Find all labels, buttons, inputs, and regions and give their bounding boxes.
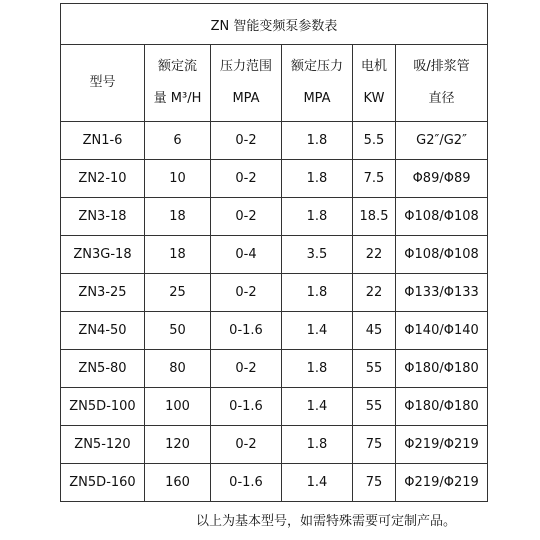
table-row	[61, 274, 488, 312]
cell-pipe-diameter: Φ219/Φ219	[396, 426, 488, 464]
header-flow-line2: 量 M³/H	[153, 91, 202, 106]
header-flow-line1: 额定流	[157, 59, 197, 74]
table-row	[61, 198, 488, 236]
header-rated-pressure	[282, 45, 353, 122]
cell-flow: 6	[145, 122, 211, 160]
table-title: ZN 智能变频泵参数表	[61, 4, 488, 45]
cell-motor-kw: 45	[353, 312, 396, 350]
cell-motor-kw: 75	[353, 426, 396, 464]
table-row	[61, 160, 488, 198]
cell-motor-kw: 18.5	[353, 198, 396, 236]
header-rated-pressure-line2: MPA	[303, 91, 331, 106]
cell-pressure-range: 0-2	[211, 426, 282, 464]
cell-motor-kw: 7.5	[353, 160, 396, 198]
cell-pressure-range: 0-2	[211, 122, 282, 160]
cell-motor-kw: 5.5	[353, 122, 396, 160]
cell-pressure-range: 0-2	[211, 160, 282, 198]
table-row	[61, 312, 488, 350]
cell-flow: 100	[145, 388, 211, 426]
table-row	[61, 388, 488, 426]
cell-pressure-range: 0-1.6	[211, 464, 282, 502]
cell-rated-pressure: 1.8	[282, 350, 353, 388]
cell-model: ZN1-6	[61, 122, 145, 160]
header-model-line1: 型号	[89, 75, 116, 90]
header-pressure-range	[211, 45, 282, 122]
cell-model: ZN5-120	[61, 426, 145, 464]
cell-model: ZN3-25	[61, 274, 145, 312]
cell-rated-pressure: 1.8	[282, 198, 353, 236]
cell-flow: 10	[145, 160, 211, 198]
cell-flow: 18	[145, 198, 211, 236]
header-model	[61, 45, 145, 122]
cell-model: ZN4-50	[61, 312, 145, 350]
cell-pipe-diameter: Φ180/Φ180	[396, 388, 488, 426]
cell-flow: 25	[145, 274, 211, 312]
cell-rated-pressure: 1.4	[282, 388, 353, 426]
table-row	[61, 426, 488, 464]
header-pressure-range-line2: MPA	[232, 91, 260, 106]
pump-parameter-table	[60, 3, 488, 502]
header-flow	[145, 45, 211, 122]
cell-pressure-range: 0-2	[211, 350, 282, 388]
cell-pipe-diameter: Φ89/Φ89	[396, 160, 488, 198]
cell-motor-kw: 75	[353, 464, 396, 502]
cell-rated-pressure: 1.8	[282, 274, 353, 312]
cell-motor-kw: 22	[353, 236, 396, 274]
cell-flow: 160	[145, 464, 211, 502]
header-motor	[353, 45, 396, 122]
cell-model: ZN5-80	[61, 350, 145, 388]
header-pipe-diameter-line2: 直径	[428, 91, 455, 106]
cell-model: ZN3-18	[61, 198, 145, 236]
cell-pipe-diameter: Φ108/Φ108	[396, 236, 488, 274]
cell-motor-kw: 55	[353, 350, 396, 388]
header-motor-line1: 电机	[360, 59, 387, 74]
cell-motor-kw: 22	[353, 274, 396, 312]
header-pipe-diameter-line1: 吸/排浆管	[413, 59, 470, 74]
cell-rated-pressure: 1.8	[282, 160, 353, 198]
cell-model: ZN2-10	[61, 160, 145, 198]
header-row	[61, 45, 488, 122]
table-row	[61, 122, 488, 160]
cell-flow: 50	[145, 312, 211, 350]
cell-pipe-diameter: Φ133/Φ133	[396, 274, 488, 312]
cell-flow: 80	[145, 350, 211, 388]
table-row	[61, 464, 488, 502]
cell-rated-pressure: 1.4	[282, 312, 353, 350]
cell-model: ZN5D-160	[61, 464, 145, 502]
cell-model: ZN5D-100	[61, 388, 145, 426]
header-pressure-range-line1: 压力范围	[219, 59, 272, 74]
header-rated-pressure-line1: 额定压力	[290, 59, 343, 74]
table-row	[61, 350, 488, 388]
cell-pressure-range: 0-2	[211, 274, 282, 312]
cell-rated-pressure: 3.5	[282, 236, 353, 274]
table-row	[61, 236, 488, 274]
cell-pressure-range: 0-4	[211, 236, 282, 274]
cell-rated-pressure: 1.8	[282, 122, 353, 160]
cell-pressure-range: 0-1.6	[211, 388, 282, 426]
cell-pipe-diameter: Φ180/Φ180	[396, 350, 488, 388]
cell-flow: 120	[145, 426, 211, 464]
cell-pipe-diameter: Φ108/Φ108	[396, 198, 488, 236]
cell-pipe-diameter: Φ219/Φ219	[396, 464, 488, 502]
cell-pressure-range: 0-1.6	[211, 312, 282, 350]
header-pipe-diameter	[396, 45, 488, 122]
header-motor-line2: KW	[363, 91, 385, 106]
footnote: 以上为基本型号，如需特殊需要可定制产品。	[196, 514, 457, 529]
cell-pipe-diameter: Φ140/Φ140	[396, 312, 488, 350]
cell-model: ZN3G-18	[61, 236, 145, 274]
title-row	[61, 4, 488, 45]
cell-rated-pressure: 1.4	[282, 464, 353, 502]
cell-rated-pressure: 1.8	[282, 426, 353, 464]
cell-pressure-range: 0-2	[211, 198, 282, 236]
cell-pipe-diameter: G2″/G2″	[396, 122, 488, 160]
cell-motor-kw: 55	[353, 388, 396, 426]
cell-flow: 18	[145, 236, 211, 274]
